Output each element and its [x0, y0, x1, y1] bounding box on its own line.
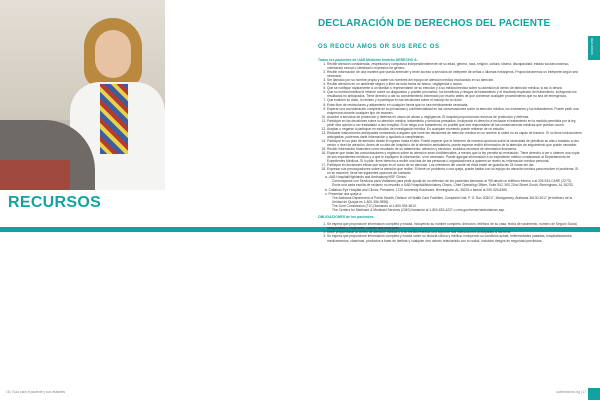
- right-item: 2. Recibir información de una manera que pueda entender y tener acceso a servicios de intérprete de señas o idiomas extranjeros. Proporcionaremos un intérprete según sea necesario.: [327, 70, 582, 78]
- right-item: 6. Que su médico/médica le informe sobre su diagnóstico y posible pronóstico, los beneficios y riesgos del tratamiento y el resultado esperado del tratamiento, incluyendo los resultados no anticipados. Tiene derecho a dar su consentimiento informado por escrito antes de que comience cualquier procedimiento que no sea de emergencia.: [327, 90, 582, 98]
- section-title: RECURSOS: [8, 194, 102, 211]
- doctor-scarf: [100, 84, 128, 154]
- right-item: 9. Esperar una consideración completa de su privacidad y confidencialidad en las conversaciones sobre la atención médica, los exámenes y los tratamientos. Puede pedir una chaperona durante cualquier tipo de examen.: [327, 107, 582, 115]
- duty-item: 2. Debe proporcionar al centro de atención médica o a su médico/médica una copia de sus instrucciones anticipadas si las tiene.: [327, 230, 582, 234]
- footer-right: uabmedicine.org | 17: [556, 390, 586, 394]
- right-item: 11. Participar en las decisiones sobre su atención médica, tratamiento y servicios prestados, incluyendo el derecho a rechazar el tratamiento en la medida permitida por la ley, pedir otra opinión o ser trasladado a otro hospital. Si se niega a un tratamiento, es posible que sea responsable de las consecuencias médicas que puedan ocurrir.: [327, 119, 582, 127]
- footer-left: 16 | Guía para el paciente y sus visitantes: [6, 390, 66, 394]
- right-item: 14. Participar en su plan de atención desde el ingreso hasta el alta. Puede esperar que le informen de manera oportuna sobre la necesidad de planificar su alta o traslado a otro centro o nivel de atención. Antes de su alta del hospital o de la atención ambulatoria, puede esperar recibir información de la atención de seguimiento que puede necesitar.: [327, 139, 582, 147]
- page-subhead: OS REOCU AMOS OR SUS EREC OS: [318, 44, 440, 50]
- duty-item: 3. Se espera que proporcione información completa y exacta sobre su historia clínica y médica, incluyendo su condición actual, enfermedades pasadas, hospitalizaciones, medicamentos, vitaminas, productos a base de hierbas y cualquier otro asunto relacionado con su salud, incluidos riesgos de seguridad percibidos.: [327, 234, 582, 242]
- side-tab: [588, 36, 600, 60]
- rights-content: [318, 58, 582, 243]
- right-item: 15. Recibir información financiera como resultado de su tratamiento, atención y servicios, incluidos recursos de orientación financiera.: [327, 147, 582, 151]
- contact-item: Envíe una carta escrita de reclamo no resuelto a UAB Hospital/Ambulatory Clinics, Chief Operating Officer, Suite 502, 500 22nd Street South, Birmingham, AL 35233.: [332, 183, 574, 188]
- contact-item: The Joint Commission (TJC) llamando al 1-800-994-6610.: [332, 203, 417, 208]
- contact-item: The Centers for Medicare & Medicaid Services (CMS) llamando al 1-800-633-4227 o cms.gov/center/ombudsman.asp.: [332, 207, 505, 212]
- contact-item: The Alabama Department of Public Health, Division of Health Care Facilities, Complaint Unit, P. O. Box 303017, Montgomery, Alabama 36130-3017 (el teléfono de la Unidad de Quejas es 1-800-356-9596).: [332, 195, 573, 204]
- duty-item: 1. Se espera que proporcione información completa y exacta, incluyendo su nombre completo, dirección, teléfono de su casa, fecha de nacimiento, número de Seguro Social, aseguradora y empleador, cuando sea necesario.: [327, 222, 582, 230]
- right-item: 7. Que evalúen su dolor, lo revisen y a participar en las decisiones sobre el manejo de su dolor.: [327, 98, 582, 102]
- right-item: 18. Expresar sus preocupaciones sobre la atención que recibe. Si tiene un problema o una queja, puede hablar con su equipo de atención médica para resolver el problema. Si no se resuelve, tiene las siguientes opciones de contacto:: [327, 167, 582, 175]
- contact-item: a. UAB Hospital/Highlands and Ambulatory/HSF Clinics:: [325, 175, 407, 180]
- right-item: 17. Participar en decisiones éticas que surjan en el curso de su atención. Los miembros del comité de ética están de guardia las 24 horas del día.: [327, 163, 582, 167]
- contact-item: c. Presentar una queja a:: [325, 191, 362, 196]
- footer-accent: [588, 388, 600, 400]
- right-item: 16. Esperar que todas las comunicaciones y registros sobre su atención sean confidenciales, a menos que la ley permita su revelación. Tiene derecho a ver u obtener una copia de sus expedientes médicos y a que le expliquen la información, si es necesario. Puede agregar información a su expediente médico contactando al Departamento de Expedientes Médicos. Si lo pide, tiene derecho a recibir una lista de las personas u organizaciones a quienes se reveló su información médica personal.: [327, 151, 582, 163]
- doctor-face: [95, 30, 131, 78]
- right-item: 1. Recibir atención considerada, respetuosa y compasiva independientemente de su edad, género, raza, religión, cultura, idioma, discapacidad, estado socioeconómico, orientación sexual o identidad o expresión de género.: [327, 62, 582, 70]
- contact-item: Comuníquese con Servicios para Visitantes para pedir ayuda de un defensor de los pacientes llamando al *55 desde un teléfono interno o al 205-934-CARE (2273).: [332, 179, 572, 184]
- side-tab-label: RECURSOS: [590, 38, 594, 56]
- doctor-photo: [0, 0, 165, 190]
- right-item: 12. Aceptar o negarse a participar en estudios de investigación médica. En cualquier momento puede retirarse de un estudio.: [327, 127, 582, 131]
- duties-heading: OBLIGACIONES de los pacientes:: [318, 214, 375, 219]
- contact-item: b. Callahan Eye Hospital and Clinics: President, 1720 University Boulevard, Birmingham, AL 35233 o llamar al 205-325-8380.: [325, 187, 508, 192]
- right-item: 13. Redactar instrucciones anticipadas nombrando a alguien que tome las decisiones de atención médica en su nombre si usted no es capaz de hacerlo. Si no tiene instrucciones anticipadas, podemos darle información y ayudarlo a completarlas.: [327, 131, 582, 139]
- right-item: 4. Recibir atención en un ambiente seguro y libre de toda forma de abuso, negligencia o acoso.: [327, 82, 582, 86]
- rights-list: [318, 62, 582, 175]
- right-item: 5. Que se notifique rápidamente a un familiar o representante de su elección y a su médico/médica sobre su admisión al centro de atención médica, si así lo desea.: [327, 86, 582, 90]
- right-item: 10. Acceder a servicios de protección y defensa en casos de abuso o negligencia. El hospital proporcionará recursos de protección y defensa.: [327, 115, 582, 119]
- duties-list: [318, 222, 582, 242]
- rights-heading: Todos los pacientes de UAB Medicine tendrán DERECHO A:: [318, 58, 418, 62]
- right-item: 8. Estar libre de restricciones y aislamiento en cualquier forma que no sea médicamente necesaria.: [327, 103, 582, 107]
- right-item: 3. Ser llamado por su nombre propio y saber los nombres del equipo de atención médica involucrado en su atención.: [327, 78, 582, 82]
- page-title: DECLARACIÓN DE DERECHOS DEL PACIENTE: [318, 18, 551, 29]
- bed-blanket: [0, 160, 70, 190]
